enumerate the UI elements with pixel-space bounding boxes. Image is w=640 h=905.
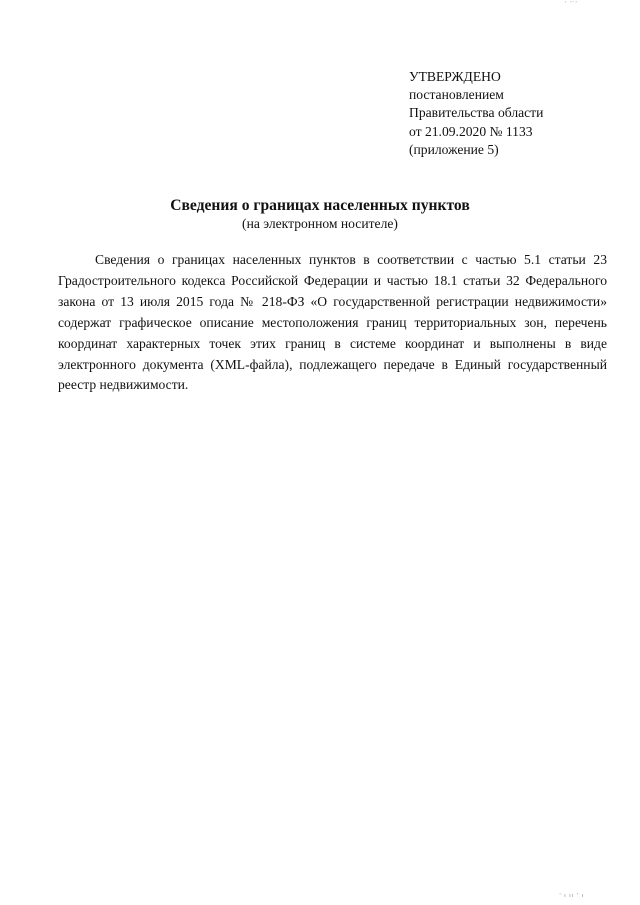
approval-line-government: Правительства области xyxy=(409,105,544,121)
approval-stamp xyxy=(409,68,543,159)
approval-line-resolution: постановлением xyxy=(409,87,504,103)
document-title: Сведения о границах населенных пунктов xyxy=(170,197,470,214)
scan-mark-bottom: ' ı ıı ' ı xyxy=(559,893,584,899)
approval-status: УТВЕРЖДЕНО xyxy=(409,69,501,84)
document-subtitle: (на электронном носителе) xyxy=(242,216,398,231)
approval-line-appendix: (приложение 5) xyxy=(409,141,499,157)
approval-line-date-number: от 21.09.2020 № 1133 xyxy=(409,123,533,139)
scan-mark-top: ‚ ,., xyxy=(565,0,578,4)
document-paragraph: Сведения о границах населенных пунктов в соответствии с частью 5.1 статьи 23 Градостроительного кодекса Российской Федерации и частью 18.1 статьи 32 Федерального закона от 13 июля 2015 года № 218-ФЗ «О государственной регистрации недвижимости» содержат графическое описание местоположения границ территориальных зон, перечень координат характерных точек этих границ в системе координат и выполнены в виде электронного документа (XML-файла), подлежащего передаче в Единый государственный реестр недвижимости. xyxy=(58,252,607,393)
